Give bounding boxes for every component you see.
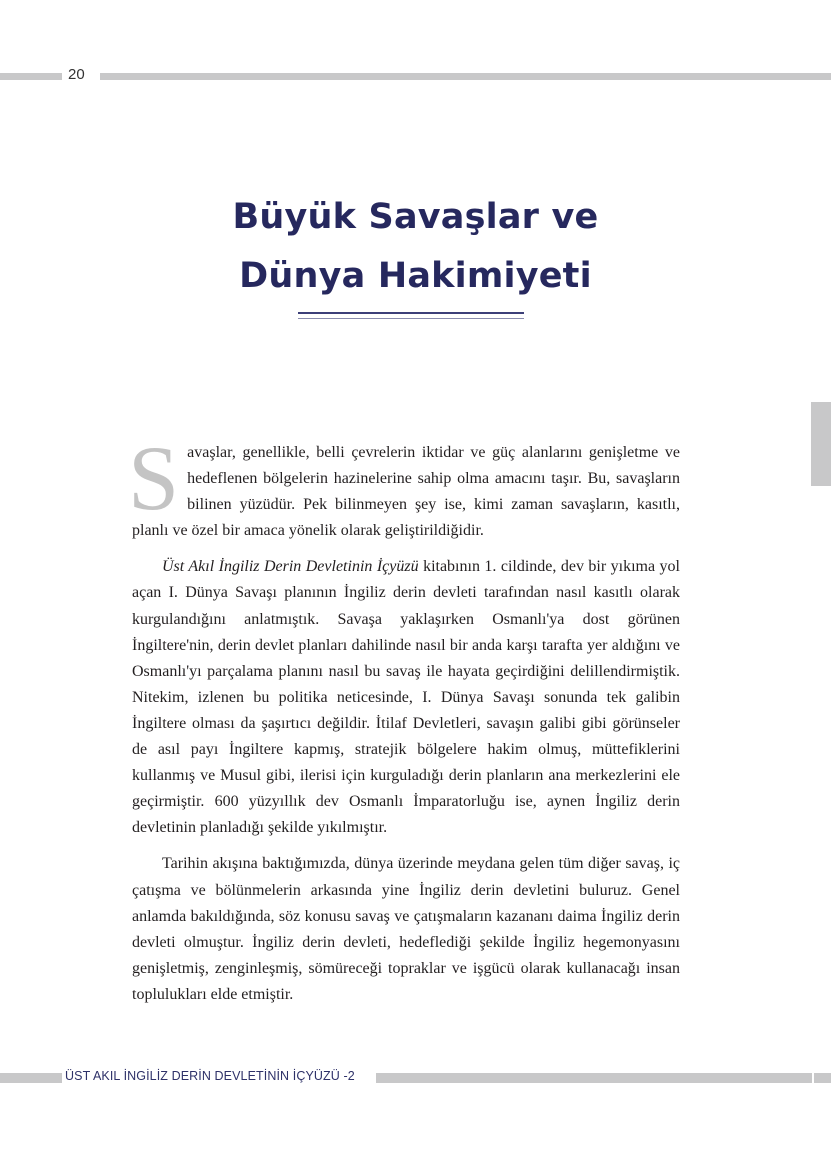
title-underline <box>298 312 524 314</box>
footer-rule-end <box>814 1073 831 1083</box>
page-number: 20 <box>68 66 85 83</box>
paragraph-1 <box>128 427 680 544</box>
paragraph-2-text: kitabının 1. cildinde, dev bir yıkıma yol açan I. Dünya Savaşı planının İngiliz derin devleti tarafından nasıl kasıtlı olarak kurgulandığını anlatmıştık. Savaşa yaklaşırken Osmanlı'ya dost görünen İngiltere'nin, derin devlet planları dahilinde nasıl bir anda karşı tarafta yer aldığını ve Osmanlı'yı parçalama planını nasıl bu savaş ile hayata geçirdiğini delillendirmiştik. Nitekim, izlenen bu politika neticesinde, I. Dünya Savaşı sonunda tek galibin İngiltere olması da şaşırtıcı değildir. İtilaf Devletleri, savaşın galibi gibi görünseler de asıl payı İngiltere kapmış, stratejik bölgelere hakim olmuş, müttefiklerini kullanmış ve Musul gibi, ilerisi için kurguladığı derin planların ana merkezlerini ele geçirmiştir. 600 yüzyıllık dev Osmanlı İmparatorluğu ise, aynen İngiliz derin devletinin planladığı şekilde yıkılmıştır. <box>132 558 680 837</box>
paragraph-3: Tarihin akışına baktığımızda, dünya üzerinde meydana gelen tüm diğer savaş, iç çatışma ve bölünmelerin arkasında yine İngiliz derin devletini buluruz. Genel anlamda bakıldığında, söz konusu savaş ve çatışmaların kazananı daima İngiliz derin devleti olmuştur. İngiliz derin devleti, hedeflediği şekilde İngiliz hegemonyasını genişletmiş, zenginleşmiş, sömüreceği topraklar ve işgücü olarak kullanacağı insan toplulukları elde etmiştir. <box>132 855 680 1003</box>
chapter-title-line-2: Dünya Hakimiyeti <box>239 256 592 296</box>
header-rule-left <box>0 73 62 80</box>
footer-rule-right <box>376 1073 812 1083</box>
dropcap: S <box>128 427 180 529</box>
paragraph-2 <box>132 554 680 841</box>
footer-rule-left <box>0 1073 62 1083</box>
body-text <box>128 427 680 1018</box>
paragraph-1-text: avaşlar, genellikle, belli çevrelerin iktidar ve güç alanlarını genişletme ve hedeflenen bölgelerin hazinelerine sahip olma amacını taşır. Bu, savaşların bilinen yüzüdür. Pek bilinmeyen şey ise, kimi zaman savaşların, kasıtlı, planlı ve özel bir amaca yönelik olarak geliştirildiğidir. <box>132 444 680 540</box>
title-underline-second <box>298 318 524 319</box>
page-edge-tab <box>811 402 831 486</box>
header-rule-right <box>100 73 831 80</box>
chapter-title-line-1: Büyük Savaşlar ve <box>232 197 599 237</box>
running-title: ÜST AKIL İNGİLİZ DERİN DEVLETİNİN İÇYÜZÜ -2 <box>65 1069 359 1083</box>
book-title: Üst Akıl İngiliz Derin Devletinin İçyüzü <box>162 558 419 576</box>
